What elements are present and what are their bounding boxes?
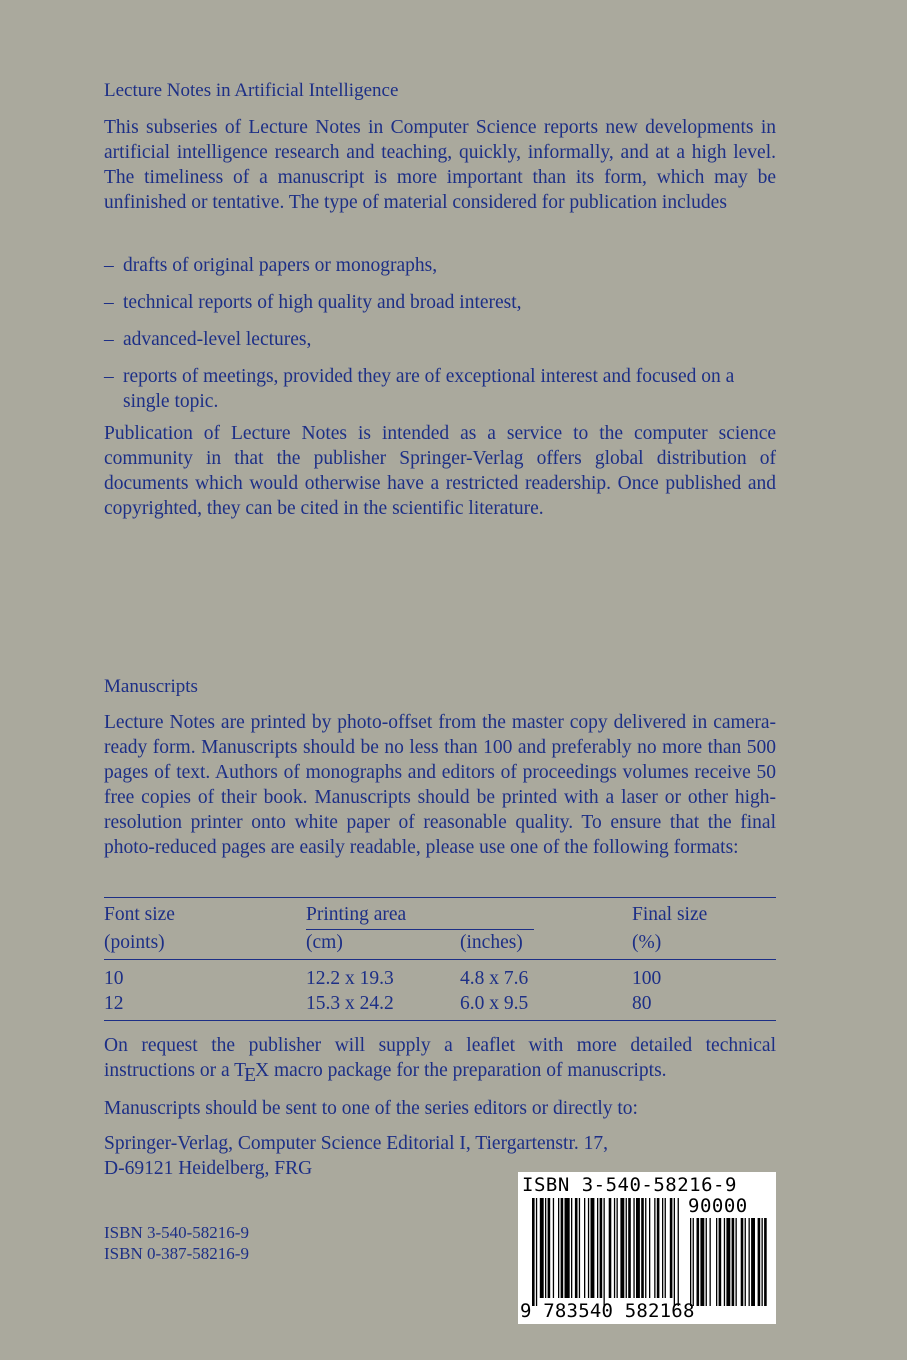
list-item: – technical reports of high quality and broad interest,	[104, 292, 522, 313]
barcode-bar	[657, 1198, 660, 1298]
barcode-bar	[628, 1198, 631, 1298]
barcode-bar	[565, 1198, 570, 1298]
tex-logo: TEX	[234, 1060, 270, 1086]
addon-bar	[762, 1218, 763, 1306]
addon-bar	[700, 1218, 704, 1306]
barcode-bar	[545, 1198, 546, 1298]
barcode-bar	[633, 1198, 634, 1298]
table-bottom-rule	[104, 1020, 776, 1021]
barcode-bar	[662, 1198, 663, 1298]
address-line-1: Springer-Verlag, Computer Science Editorial I, Tiergartenstr. 17,	[104, 1133, 608, 1154]
table-cell: 100	[632, 968, 662, 989]
addon-bar	[697, 1218, 700, 1306]
table-cell: 4.8 x 7.6	[460, 968, 529, 989]
barcode-addon-digits: 90000	[688, 1195, 748, 1217]
address-line-2: D-69121 Heidelberg, FRG	[104, 1158, 313, 1179]
barcode-isbn-label: ISBN 3-540-58216-9	[522, 1174, 737, 1196]
barcode-bar	[553, 1198, 554, 1298]
addon-bar	[732, 1218, 735, 1306]
barcode-bar	[670, 1198, 673, 1298]
header-font-size: Font size	[104, 904, 175, 925]
addon-bar	[693, 1218, 694, 1306]
barcode-bar	[614, 1198, 615, 1298]
barcode-bar	[597, 1198, 598, 1298]
barcode-bar	[591, 1198, 595, 1298]
publication-paragraph: Publication of Lecture Notes is intended as a service to the computer science community in that the publisher Springer-Verlag offers global distribution of documents which would otherwise have a restricted readership. Once published and copyrighted, they can be cited in the scientific literature.	[104, 423, 776, 519]
barcode-bar	[626, 1198, 627, 1298]
addon-bar	[741, 1218, 744, 1306]
table-cell: 10	[104, 968, 124, 989]
subheader-percent: (%)	[632, 932, 662, 953]
table-cell: 15.3 x 24.2	[306, 993, 394, 1014]
manuscripts-paragraph: Lecture Notes are printed by photo-offset from the master copy delivered in camera-ready form. Manuscripts should be no less than 100 and preferably no more than 500 pages of text. Authors of monographs and editors of proceedings volumes receive 50 free copies of their book. Manuscripts should be printed with a laser or other high-resolution printer onto white paper of reasonable quality. To ensure that the final photo-reduced pages are easily readable, please use one of the following formats:	[104, 712, 776, 858]
addon-bar	[724, 1218, 725, 1306]
list-item: – advanced-level lectures,	[104, 329, 312, 350]
barcode-bar	[649, 1198, 650, 1298]
barcode-bar	[575, 1198, 578, 1298]
barcode-bar	[674, 1198, 675, 1306]
addon-bar	[751, 1218, 755, 1306]
barcode-bar	[665, 1198, 666, 1298]
barcode-bar	[641, 1198, 644, 1298]
header-printing-area: Printing area	[306, 904, 407, 925]
manuscripts-heading: Manuscripts	[104, 676, 198, 697]
addon-bar	[690, 1218, 691, 1306]
table-top-rule	[104, 897, 776, 898]
barcode	[518, 1172, 776, 1324]
barcode-bar	[579, 1198, 580, 1298]
barcode-bar	[678, 1198, 679, 1306]
request-paragraph: On request the publisher will supply a leaflet with more detailed technical instructions or a TEX macro package for the preparation of manuscripts.	[104, 1035, 776, 1086]
addon-bar	[710, 1218, 711, 1306]
subheader-cm: (cm)	[306, 932, 343, 953]
addon-bar	[716, 1218, 717, 1306]
isbn-line-1: ISBN 3-540-58216-9	[104, 1223, 249, 1242]
barcode-bar	[536, 1198, 537, 1306]
list-item: – reports of meetings, provided they are of exceptional interest and focused on a single topic.	[104, 366, 735, 412]
subheader-points: (points)	[104, 932, 165, 953]
barcode-bar	[588, 1198, 589, 1298]
material-list	[104, 253, 776, 414]
barcode-bar	[609, 1198, 612, 1298]
addon-bar	[736, 1218, 737, 1306]
barcode-bar	[600, 1198, 603, 1298]
barcode-bar	[604, 1198, 605, 1306]
series-intro: This subseries of Lecture Notes in Computer Science reports new developments in artificial intelligence research and teaching, quickly, informally, and at a high level. The timeliness of a manuscript is more important than its form, which may be unfinished or tentative. The type of material considered for publication includes	[104, 117, 776, 213]
barcode-bar	[558, 1198, 559, 1298]
send-instruction: Manuscripts should be sent to one of the series editors or directly to:	[104, 1098, 638, 1119]
barcode-bar	[654, 1198, 655, 1298]
barcode-bar	[548, 1198, 551, 1298]
series-heading: Lecture Notes in Artificial Intelligence	[104, 80, 399, 101]
barcode-bar	[620, 1198, 624, 1298]
barcode-bar	[561, 1198, 564, 1298]
barcode-bar	[617, 1198, 618, 1298]
addon-bar	[719, 1218, 722, 1306]
barcode-bar	[571, 1198, 572, 1298]
barcode-bar	[584, 1198, 585, 1298]
barcode-bar	[532, 1198, 535, 1306]
isbn-line-2: ISBN 0-387-58216-9	[104, 1244, 249, 1263]
barcode-bar	[645, 1198, 646, 1298]
table-cell: 12	[104, 993, 124, 1014]
addon-bar	[726, 1218, 730, 1306]
addon-bar	[758, 1218, 761, 1306]
barcode-bar	[636, 1198, 640, 1298]
list-item: – drafts of original papers or monographs,	[104, 255, 438, 276]
barcode-digits: 9 783540 582168	[520, 1300, 695, 1322]
addon-bar	[749, 1218, 750, 1306]
subheader-inches: (inches)	[460, 932, 523, 953]
table-header-rule	[104, 959, 776, 960]
table-cell: 6.0 x 9.5	[460, 993, 529, 1014]
addon-bar	[706, 1218, 707, 1306]
table-cell: 80	[632, 993, 652, 1014]
header-final-size: Final size	[632, 904, 708, 925]
addon-bar	[764, 1218, 767, 1306]
barcode-bar	[540, 1198, 544, 1298]
table-cell: 12.2 x 19.3	[306, 968, 394, 989]
addon-bar	[745, 1218, 746, 1306]
